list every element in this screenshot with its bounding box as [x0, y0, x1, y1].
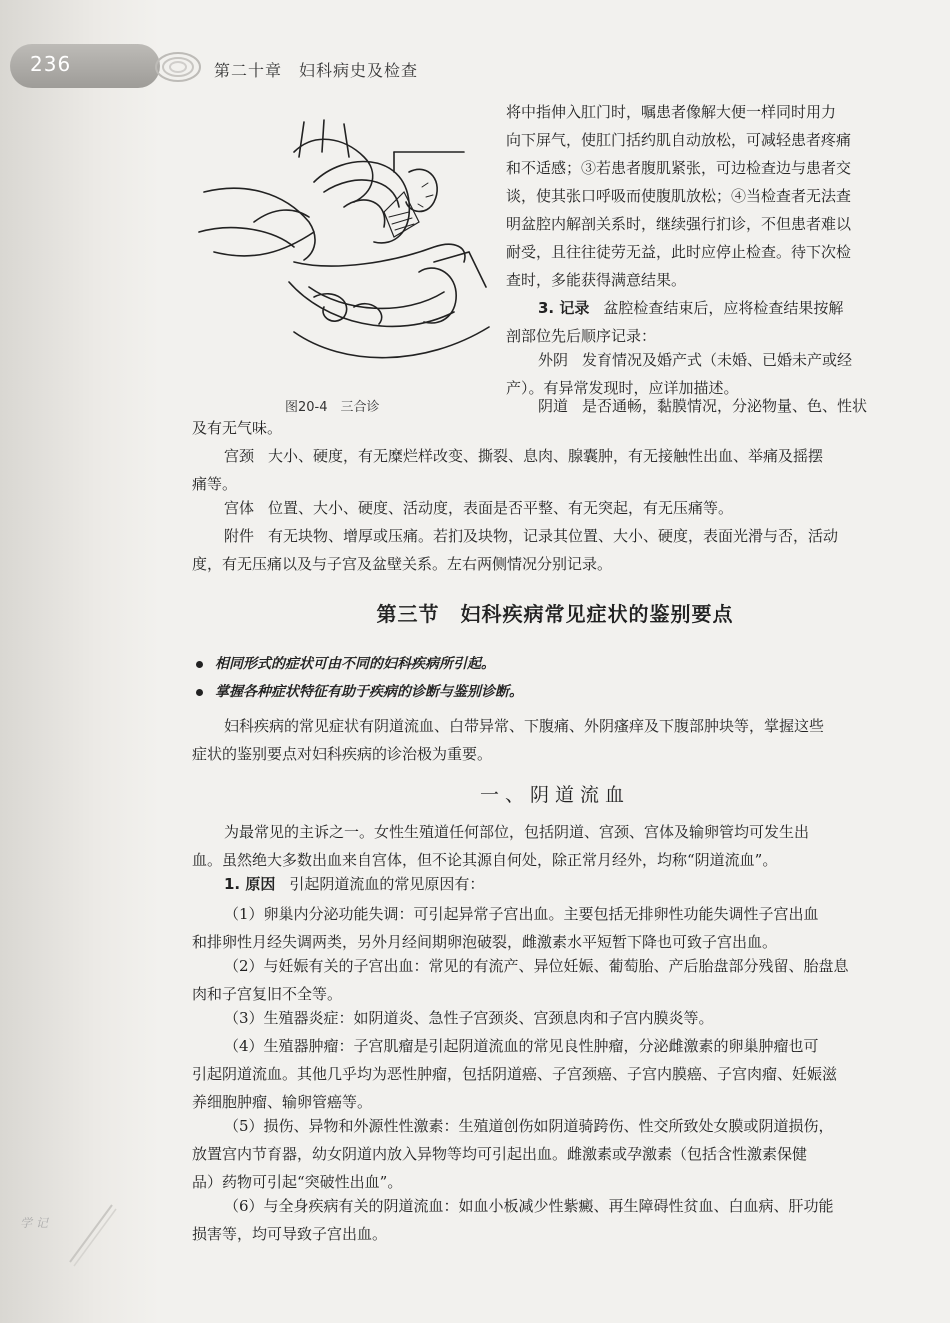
cervix-paragraph	[192, 442, 908, 498]
text-line: 损害等，均可导致子宫出血。	[192, 1225, 388, 1243]
chapter-header: 第二十章 妇科病史及检查	[214, 61, 419, 80]
text-line: 养细胞肿瘤、输卵管癌等。	[192, 1093, 373, 1111]
cause-item-2	[192, 952, 908, 1008]
text-line: 为最常见的主诉之一。女性生殖道任何部位，包括阴道、宫颈、宫体及输卵管均可发生出	[224, 823, 810, 841]
text-line: 妇科疾病的常见症状有阴道流血、白带异常、下腹痛、外阴瘙痒及下腹部肿块等，掌握这些	[224, 717, 825, 735]
cause-item-3	[192, 1004, 908, 1032]
cause-item-5	[192, 1112, 908, 1196]
text-line: 大小、硬度，有无糜烂样改变、撕裂、息肉、腺囊肿，有无接触性出血、举痛及摇摆	[268, 447, 824, 465]
text-line: （1）卵巢内分泌功能失调：可引起异常子宫出血。主要包括无排卵性功能失调性子宫出血	[224, 905, 819, 923]
section-intro-paragraph	[192, 712, 908, 768]
vagina-paragraph-line2	[192, 414, 908, 442]
cervix-term: 宫颈	[224, 447, 255, 465]
subsection-title: 一、阴道流血	[479, 784, 630, 806]
page-margin	[0, 0, 160, 1323]
vagina-term: 阴道	[538, 397, 569, 415]
margin-note: 学 记	[20, 1216, 48, 1230]
page-number: 236	[30, 52, 72, 76]
text-line: 盆腔检查结束后，应将检查结果按解	[603, 299, 844, 317]
bullet-item	[196, 680, 523, 704]
bullet-item	[196, 652, 495, 676]
text-line: （5）损伤、异物和外源性性激素：生殖道创伤如阴道骑跨伤、性交所致处女膜或阴道损伤，	[224, 1117, 834, 1135]
text-line: 位置、大小、硬度、活动度，表面是否平整、有无突起，有无压痛等。	[268, 499, 734, 517]
uterus-term: 宫体	[224, 499, 255, 517]
text-line: 明盆腔内解剖关系时，继续强行扪诊，不但患者难以	[506, 215, 852, 233]
record-heading: 3. 记录	[538, 299, 590, 317]
adnexa-paragraph	[192, 522, 908, 578]
bullet-text: 相同形式的症状可由不同的妇科疾病所引起。	[215, 656, 495, 672]
text-line: （6）与全身疾病有关的阴道流血：如血小板减少性紫癜、再生障碍性贫血、白血病、肝功能	[224, 1197, 834, 1215]
right-column-paragraph	[506, 98, 906, 294]
uterus-paragraph	[192, 494, 908, 522]
cause-item-4	[192, 1032, 908, 1116]
text-line: 产）。有异常发现时，应详加描述。	[506, 379, 739, 397]
text-line: 引起阴道流血。其他几乎均为恶性肿瘤，包括阴道癌、子宫颈癌、子宫内膜癌、子宫肉瘤、妊娠滋	[192, 1065, 838, 1083]
text-line: 是否通畅，黏膜情况，分泌物量、色、性状	[582, 397, 868, 415]
text-line: （3）生殖器炎症：如阴道炎、急性子宫颈炎、宫颈息肉和子宫内膜炎等。	[224, 1009, 714, 1027]
text-line: 将中指伸入肛门时，嘱患者像解大便一样同时用力	[506, 103, 837, 121]
text-line: 引起阴道流血的常见原因有：	[289, 875, 485, 893]
text-line: 有无块物、增厚或压痛。若扪及块物，记录其位置、大小、硬度，表面光滑与否，活动	[268, 527, 839, 545]
text-line: 症状的鉴别要点对妇科疾病的诊治极为重要。	[192, 745, 493, 763]
section-title: 第三节 妇科疾病常见症状的鉴别要点	[376, 602, 734, 626]
text-line: （4）生殖器肿瘤：子宫肌瘤是引起阴道流血的常见良性肿瘤，分泌雌激素的卵巢肿瘤也可	[224, 1037, 819, 1055]
text-line: 和不适感；③若患者腹肌紧张，可边检查边与患者交	[506, 159, 852, 177]
text-line: 肉和子宫复旧不全等。	[192, 985, 343, 1003]
bullet-dot-icon	[196, 689, 203, 696]
bullet-text: 掌握各种症状特征有助于疾病的诊断与鉴别诊断。	[215, 684, 523, 700]
adnexa-term: 附件	[224, 527, 255, 545]
record-paragraph	[506, 294, 906, 350]
text-line: （2）与妊娠有关的子宫出血：常见的有流产、异位妊娠、葡萄胎、产后胎盘部分残留、胎盘息	[224, 957, 849, 975]
text-line: 剖部位先后顺序记录：	[506, 327, 657, 345]
text-line: 度，有无压痛以及与子宫及盆壁关系。左右两侧情况分别记录。	[192, 555, 613, 573]
text-line: 及有无气味。	[192, 419, 283, 437]
text-line: 痛等。	[192, 475, 238, 493]
cause-paragraph	[192, 870, 908, 898]
text-line: 向下屏气，使肛门括约肌自动放松，可减轻患者疼痛	[506, 131, 852, 149]
text-line: 发育情况及婚产式（未婚、已婚未产或经	[582, 351, 853, 369]
text-line: 品）药物可引起“突破性出血”。	[192, 1173, 403, 1191]
text-line: 放置宫内节育器，幼女阴道内放入异物等均可引起出血。雌激素或孕激素（包括含性激素保健	[192, 1145, 808, 1163]
text-line: 和排卵性月经失调两类，另外月经间期卵泡破裂，雌激素水平短暂下降也可致子宫出血。	[192, 933, 778, 951]
cause-heading: 1. 原因	[224, 875, 276, 893]
text-line: 查时，多能获得满意结果。	[506, 271, 687, 289]
swirl-ornament-icon	[150, 42, 210, 92]
cause-item-6	[192, 1192, 908, 1248]
text-line: 耐受，且往往徒劳无益，此时应停止检查。待下次检	[506, 243, 852, 261]
bleeding-intro-paragraph	[192, 818, 908, 874]
cause-item-1	[192, 900, 908, 956]
bullet-dot-icon	[196, 661, 203, 668]
text-line: 谈，使其张口呼吸而使腹肌放松；④当检查者无法查	[506, 187, 852, 205]
trimanual-exam-illustration	[194, 112, 494, 377]
pencil-icon	[62, 1200, 122, 1270]
text-line: 血。虽然绝大多数出血来自宫体，但不论其源自何处，除正常月经外，均称“阴道流血”。	[192, 851, 778, 869]
figure-caption: 图20-4 三合诊	[285, 400, 380, 415]
vulva-term: 外阴	[538, 351, 569, 369]
